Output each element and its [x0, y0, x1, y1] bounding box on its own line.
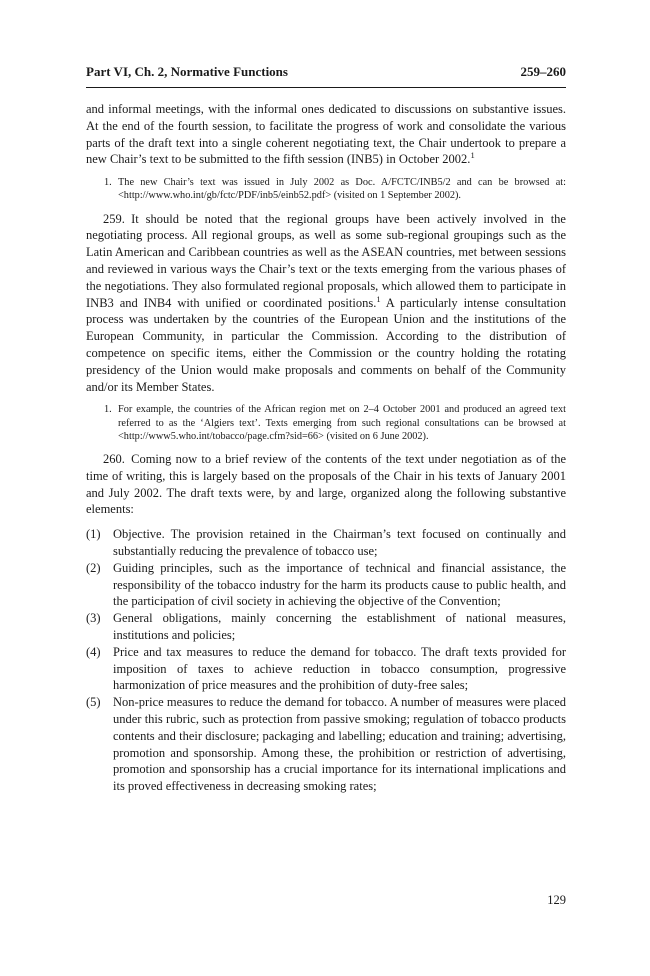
page-header — [86, 64, 566, 88]
footnote-marker: 1 — [470, 150, 475, 161]
footnote-number: 1. — [104, 177, 112, 189]
page-content — [86, 64, 566, 795]
footnote-marker: 1 — [376, 293, 381, 304]
paragraph-range: 259–260 — [520, 64, 566, 79]
running-title: Part VI, Ch. 2, Normative Functions — [86, 64, 288, 79]
list-item: (1) Objective. The provision retained in the Chairman’s text focused on continually and substantially reducing the prevalence of tobacco use; — [86, 527, 566, 558]
page-number: 129 — [547, 893, 566, 907]
paragraph: and informal meetings, with the informal ones dedicated to discussions on substantive issues. At the end of the fourth session, to facilitate the progress of work and consolidate the various parts of the draft text into a single coherent negotiating text, the Chair undertook to prepare a new Chair’s text to be submitted to the fifth session (INB5) in October 2002.$^1$ — [86, 102, 566, 167]
list-item-number: (3) — [86, 611, 101, 626]
paragraph: 260. Coming now to a brief review of the contents of the text under negotiation as of the time of writing, this is largely based on the proposals of the Chair in his texts of January 2001 and July 2002. The draft texts were, by and large, organized along the following substantive elements: — [86, 451, 566, 517]
footnote-number: 1. — [104, 404, 112, 416]
footnote: 1. The new Chair’s text was issued in July 2002 as Doc. A/FCTC/INB5/2 and can be browsed at: <http://www.who.int/gb/fctc/PDF/inb5/einb52.pdf> (visited on 1 September 2002). — [104, 177, 566, 202]
list-item-number: (4) — [86, 644, 101, 659]
footnote: 1. For example, the countries of the African region met on 2–4 October 2001 and produced an agreed text referred to as the ‘Algiers text’. Texts emerging from such regional consultations can be browsed at <http://www5.who.int/tobacco/page.cfm?sid=66> (visited on 6 June 2002). — [104, 404, 566, 442]
list-item-number: (1) — [86, 527, 101, 542]
list-item: (5) Non-price measures to reduce the demand for tobacco. A number of measures were placed under this rubric, such as protection from passive smoking; regulation of tobacco products contents and their disclosure; packaging and labelling; education and training; advertising, promotion and sponsorship. Among these, the prohibition or restriction of advertising, promotion and sponsorship has a crucial importance for its international implications and its proved effectiveness in decreasing smoking rates; — [86, 695, 566, 794]
list-item: (4) Price and tax measures to reduce the demand for tobacco. The draft texts provided for imposition of taxes to achieve reduction in tobacco consumption, progressive harmonization of price measures and the prohibition of duty-free sales; — [86, 644, 566, 693]
document-body — [86, 101, 566, 795]
list-item: (3) General obligations, mainly concerning the establishment of national measures, institutions and policies; — [86, 611, 566, 642]
list-item-number: (2) — [86, 560, 101, 575]
list-item: (2) Guiding principles, such as the importance of technical and financial assistance, the responsibility of the tobacco industry for the harm its products cause to public health, and the participation of civil society in achieving the objective of the Convention; — [86, 560, 566, 609]
paragraph: 259. It should be noted that the regional groups have been actively involved in the negotiating process. All regional groups, as well as some sub-regional groupings such as the Latin American and Caribbean countries as well as the ASEAN countries, met between sessions and reviewed in various ways the Chair’s text or the texts emerging from the various phases of the negotiations. They also formulated regional proposals, which allowed them to participate in INB3 and INB4 with unified or coordinated positions.$^1$ A particularly intense consultation process was undertaken by the countries of the European Union and the institutions of the European Community, in particular the Commission. According to the distribution of competence on specific items, either the Commission or the country holding the rotating presidency of the Union would make proposals and comments on behalf of the Community and/or its Member States. — [86, 211, 566, 394]
list-item-number: (5) — [86, 695, 101, 710]
